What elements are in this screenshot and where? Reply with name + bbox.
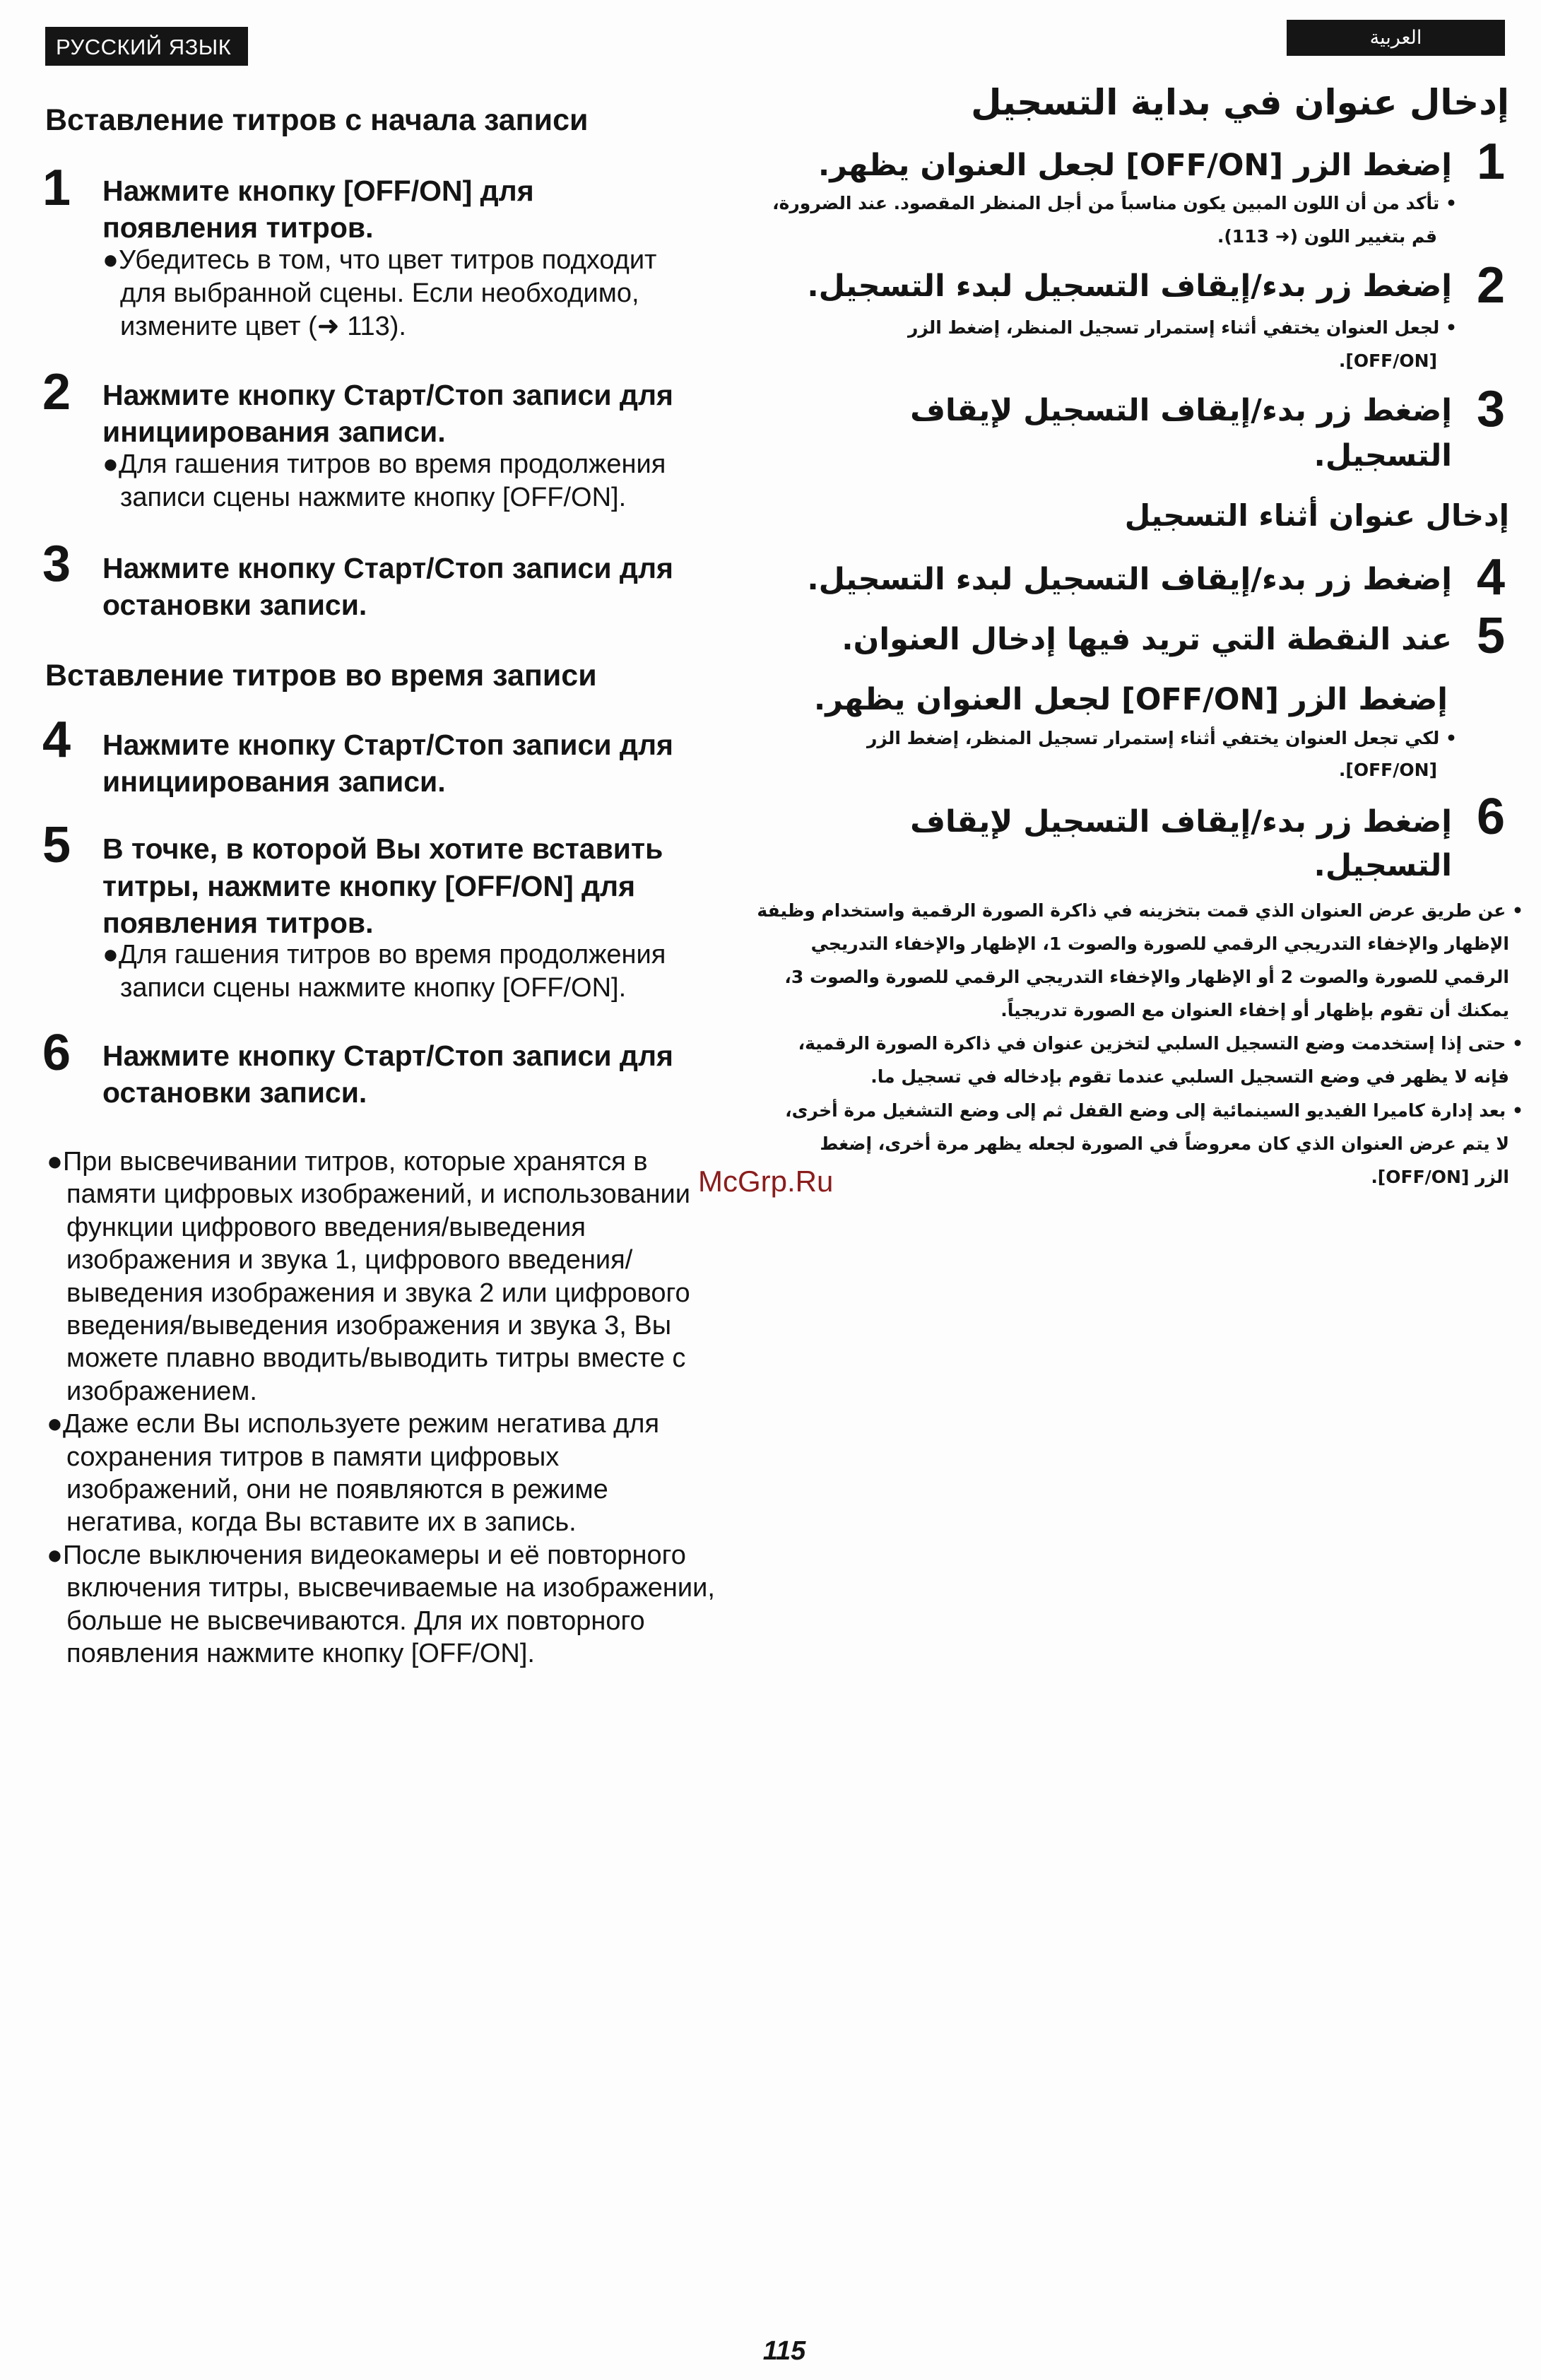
bullet-line: • لجعل العنوان يختفي أثناء إستمرار تسجيل المنظر، إضغط الزر	[907, 317, 1457, 338]
note-line: ●При высвечивании титров, которые хранятся в	[47, 1147, 648, 1177]
heading-line: инициирования записи.	[102, 765, 446, 798]
arabic-section-start-title: إدخال عنوان في بداية التسجيل	[971, 82, 1509, 123]
note-line: • بعد إدارة كاميرا الفيديو السينمائية إلى وضع القفل ثم إلى وضع التشغيل مرة أخرى،	[785, 1100, 1523, 1121]
note-line: ●После выключения видеокамеры и её повторного	[47, 1540, 686, 1570]
watermark: McGrp.Ru	[698, 1165, 834, 1198]
note-line: الإظهار والإخفاء التدريجي الرقمي للصورة والصوت 1، الإظهار والإخفاء التدريجي	[810, 933, 1509, 955]
note-line: сохранения титров в памяти цифровых	[66, 1442, 560, 1472]
arabic-language-badge: العربية	[1287, 20, 1505, 56]
arabic-step-1-heading	[818, 144, 1452, 187]
arabic-step-1-number: 1	[1476, 134, 1505, 190]
heading-line: Нажмите кнопку Старт/Стоп записи для	[102, 1039, 673, 1072]
russian-step-6-heading	[102, 1038, 673, 1111]
russian-step-3-heading	[102, 550, 673, 623]
note-line: يمكنك أن تقوم بإظهار أو إخفاء العنوان مع الصورة تدريجياً.	[1000, 1000, 1509, 1021]
bullet-line: • تأكد من أن اللون المبين يكون مناسباً من أجل المنظر المقصود. عند الضرورة،	[772, 193, 1457, 213]
arabic-step-6-heading	[910, 800, 1452, 888]
arabic-section-during-title: إدخال عنوان أثناء التسجيل	[1124, 498, 1509, 533]
note-line: изображения и звука 1, цифрового введения/	[66, 1245, 633, 1276]
bullet-line: ●Для гашения титров во время продолжения	[102, 940, 666, 970]
russian-step-2-bullet	[102, 448, 666, 514]
heading-line: إضغط زر بدء/إيقاف التسجيل لبدء التسجيل.	[807, 562, 1452, 597]
heading-line: إضغط زر بدء/إيقاف التسجيل لإيقاف	[910, 393, 1452, 428]
bullet-line: • لكي تجعل العنوان يختفي أثناء إستمرار تسجيل المنظر، إضغط الزر	[867, 728, 1457, 748]
note-line: изображением.	[66, 1376, 257, 1406]
heading-line: инициирования записи.	[102, 415, 446, 448]
russian-step-1-heading	[102, 173, 534, 246]
bullet-line: записи сцены нажмите кнопку [OFF/ON].	[120, 483, 627, 512]
note-line: الرقمي للصورة والصوت 2 أو الإظهار والإخفاء التدريجي الرقمي للصورة والصوت 3،	[784, 967, 1509, 988]
note-line: негатива, когда Вы вставите их в запись.	[66, 1507, 577, 1538]
russian-step-6-number: 6	[42, 1025, 71, 1081]
heading-line: التسجيل.	[1313, 438, 1452, 473]
russian-step-4-number: 4	[42, 712, 71, 768]
note-line: • عن طريق عرض العنوان الذي قمت بتخزينه في ذاكرة الصورة الرقمية واستخدام وظيفة	[757, 900, 1523, 921]
russian-step-5-bullet	[102, 938, 666, 1005]
russian-language-badge: РУССКИЙ ЯЗЫК	[45, 27, 248, 66]
russian-section-during-title: Вставление титров во время записи	[45, 659, 597, 693]
arabic-step-5-subheading: إضغط الزر [OFF/ON] لجعل العنوان يظهر.	[813, 682, 1448, 717]
arabic-step-2-bullet	[908, 311, 1457, 377]
russian-section-start-title: Вставление титров с начала записи	[45, 103, 589, 137]
heading-line: إضغط زر بدء/إيقاف التسجيل لإيقاف	[910, 804, 1452, 840]
note-line: • حتى إذا إستخدمت وضع التسجيل السلبي لتخزين عنوان في ذاكرة الصورة الرقمية،	[798, 1033, 1523, 1054]
russian-step-5-number: 5	[42, 817, 71, 873]
russian-step-1-number: 1	[42, 160, 71, 216]
note-line: можете плавно вводить/выводить титры вместе с	[66, 1343, 686, 1374]
heading-line: Нажмите кнопку [OFF/ON] для	[102, 175, 534, 207]
russian-step-4-heading	[102, 727, 673, 800]
bullet-line: измените цвет (➜ 113).	[120, 312, 406, 341]
russian-step-5-heading	[102, 830, 663, 942]
arabic-step-3-number: 3	[1476, 381, 1505, 437]
arabic-step-4-number: 4	[1476, 549, 1505, 606]
heading-line: появления титров.	[102, 211, 374, 244]
note-line: فإنه لا يظهر في وضع التسجيل السلبي عندما تقوم بإدخاله في تسجيل ما.	[870, 1066, 1509, 1088]
heading-line: Нажмите кнопку Старт/Стоп записи для	[102, 379, 673, 411]
bullet-line: ●Для гашения титров во время продолжения	[102, 449, 666, 479]
russian-step-1-bullet	[102, 244, 656, 343]
bullet-line: записи сцены нажмите кнопку [OFF/ON].	[120, 973, 627, 1003]
page-number: 115	[762, 2336, 806, 2366]
heading-line: титры, нажмите кнопку [OFF/ON] для	[102, 869, 636, 902]
arabic-step-2-number: 2	[1476, 257, 1505, 314]
heading-line: إضغط زر بدء/إيقاف التسجيل لبدء التسجيل.	[807, 269, 1452, 304]
note-line: больше не высвечиваются. Для их повторного	[66, 1606, 645, 1636]
note-line: لا يتم عرض العنوان الذي كان معروضاً في الصورة لجعله يظهر مرة أخرى، إضغط	[820, 1133, 1509, 1154]
russian-step-2-heading	[102, 377, 673, 450]
note-line: изображений, они не появляются в режиме	[66, 1475, 608, 1505]
heading-line: появления титров.	[102, 907, 374, 939]
note-line: выведения изображения и звука 2 или цифрового	[66, 1278, 690, 1308]
arabic-step-5-bullet	[867, 722, 1457, 786]
heading-line: Нажмите кнопку Старт/Стоп записи для	[102, 552, 673, 584]
heading-line: В точке, в которой Вы хотите вставить	[102, 832, 663, 865]
note-line: включения титры, высвечиваемые на изображении,	[66, 1573, 715, 1603]
russian-notes	[47, 1145, 715, 1671]
arabic-step-5-heading	[842, 618, 1452, 661]
bullet-line: ●Убедитесь в том, что цвет титров подходит	[102, 245, 657, 275]
note-line: ●Даже если Вы используете режим негатива для	[47, 1409, 660, 1439]
arabic-step-1-bullet	[772, 187, 1457, 253]
bullet-line: [OFF/ON].	[1338, 760, 1437, 780]
note-line: функции цифрового введения/выведения	[66, 1212, 586, 1242]
note-line: введения/выведения изображения и звука 3, Вы	[66, 1311, 672, 1341]
arabic-step-3-heading	[910, 388, 1452, 478]
arabic-step-4-heading	[807, 558, 1452, 601]
arabic-step-6-number: 6	[1476, 789, 1505, 845]
russian-step-3-number: 3	[42, 536, 71, 592]
russian-step-2-number: 2	[42, 364, 71, 420]
bullet-line: [OFF/ON].	[1338, 350, 1437, 371]
heading-line: остановки записи.	[102, 1076, 367, 1109]
heading-line: التسجيل.	[1313, 848, 1452, 883]
heading-line: Нажмите кнопку Старт/Стоп записи для	[102, 729, 673, 761]
note-line: الزر [OFF/ON].	[1371, 1166, 1509, 1187]
arabic-step-2-heading	[807, 265, 1452, 307]
bullet-line: قم بتغيير اللون (➜ 113).	[1217, 226, 1437, 247]
heading-line: عند النقطة التي تريد فيها إدخال العنوان.	[842, 622, 1452, 657]
bullet-line: для выбранной сцены. Если необходимо,	[120, 278, 639, 308]
note-line: памяти цифровых изображений, и использовании	[66, 1179, 690, 1210]
note-line: появления нажмите кнопку [OFF/ON].	[66, 1639, 535, 1669]
arabic-step-5-number: 5	[1476, 608, 1505, 664]
arabic-notes	[757, 894, 1523, 1194]
heading-line: остановки записи.	[102, 588, 367, 621]
heading-line: إضغط الزر [OFF/ON] لجعل العنوان يظهر.	[817, 148, 1452, 183]
